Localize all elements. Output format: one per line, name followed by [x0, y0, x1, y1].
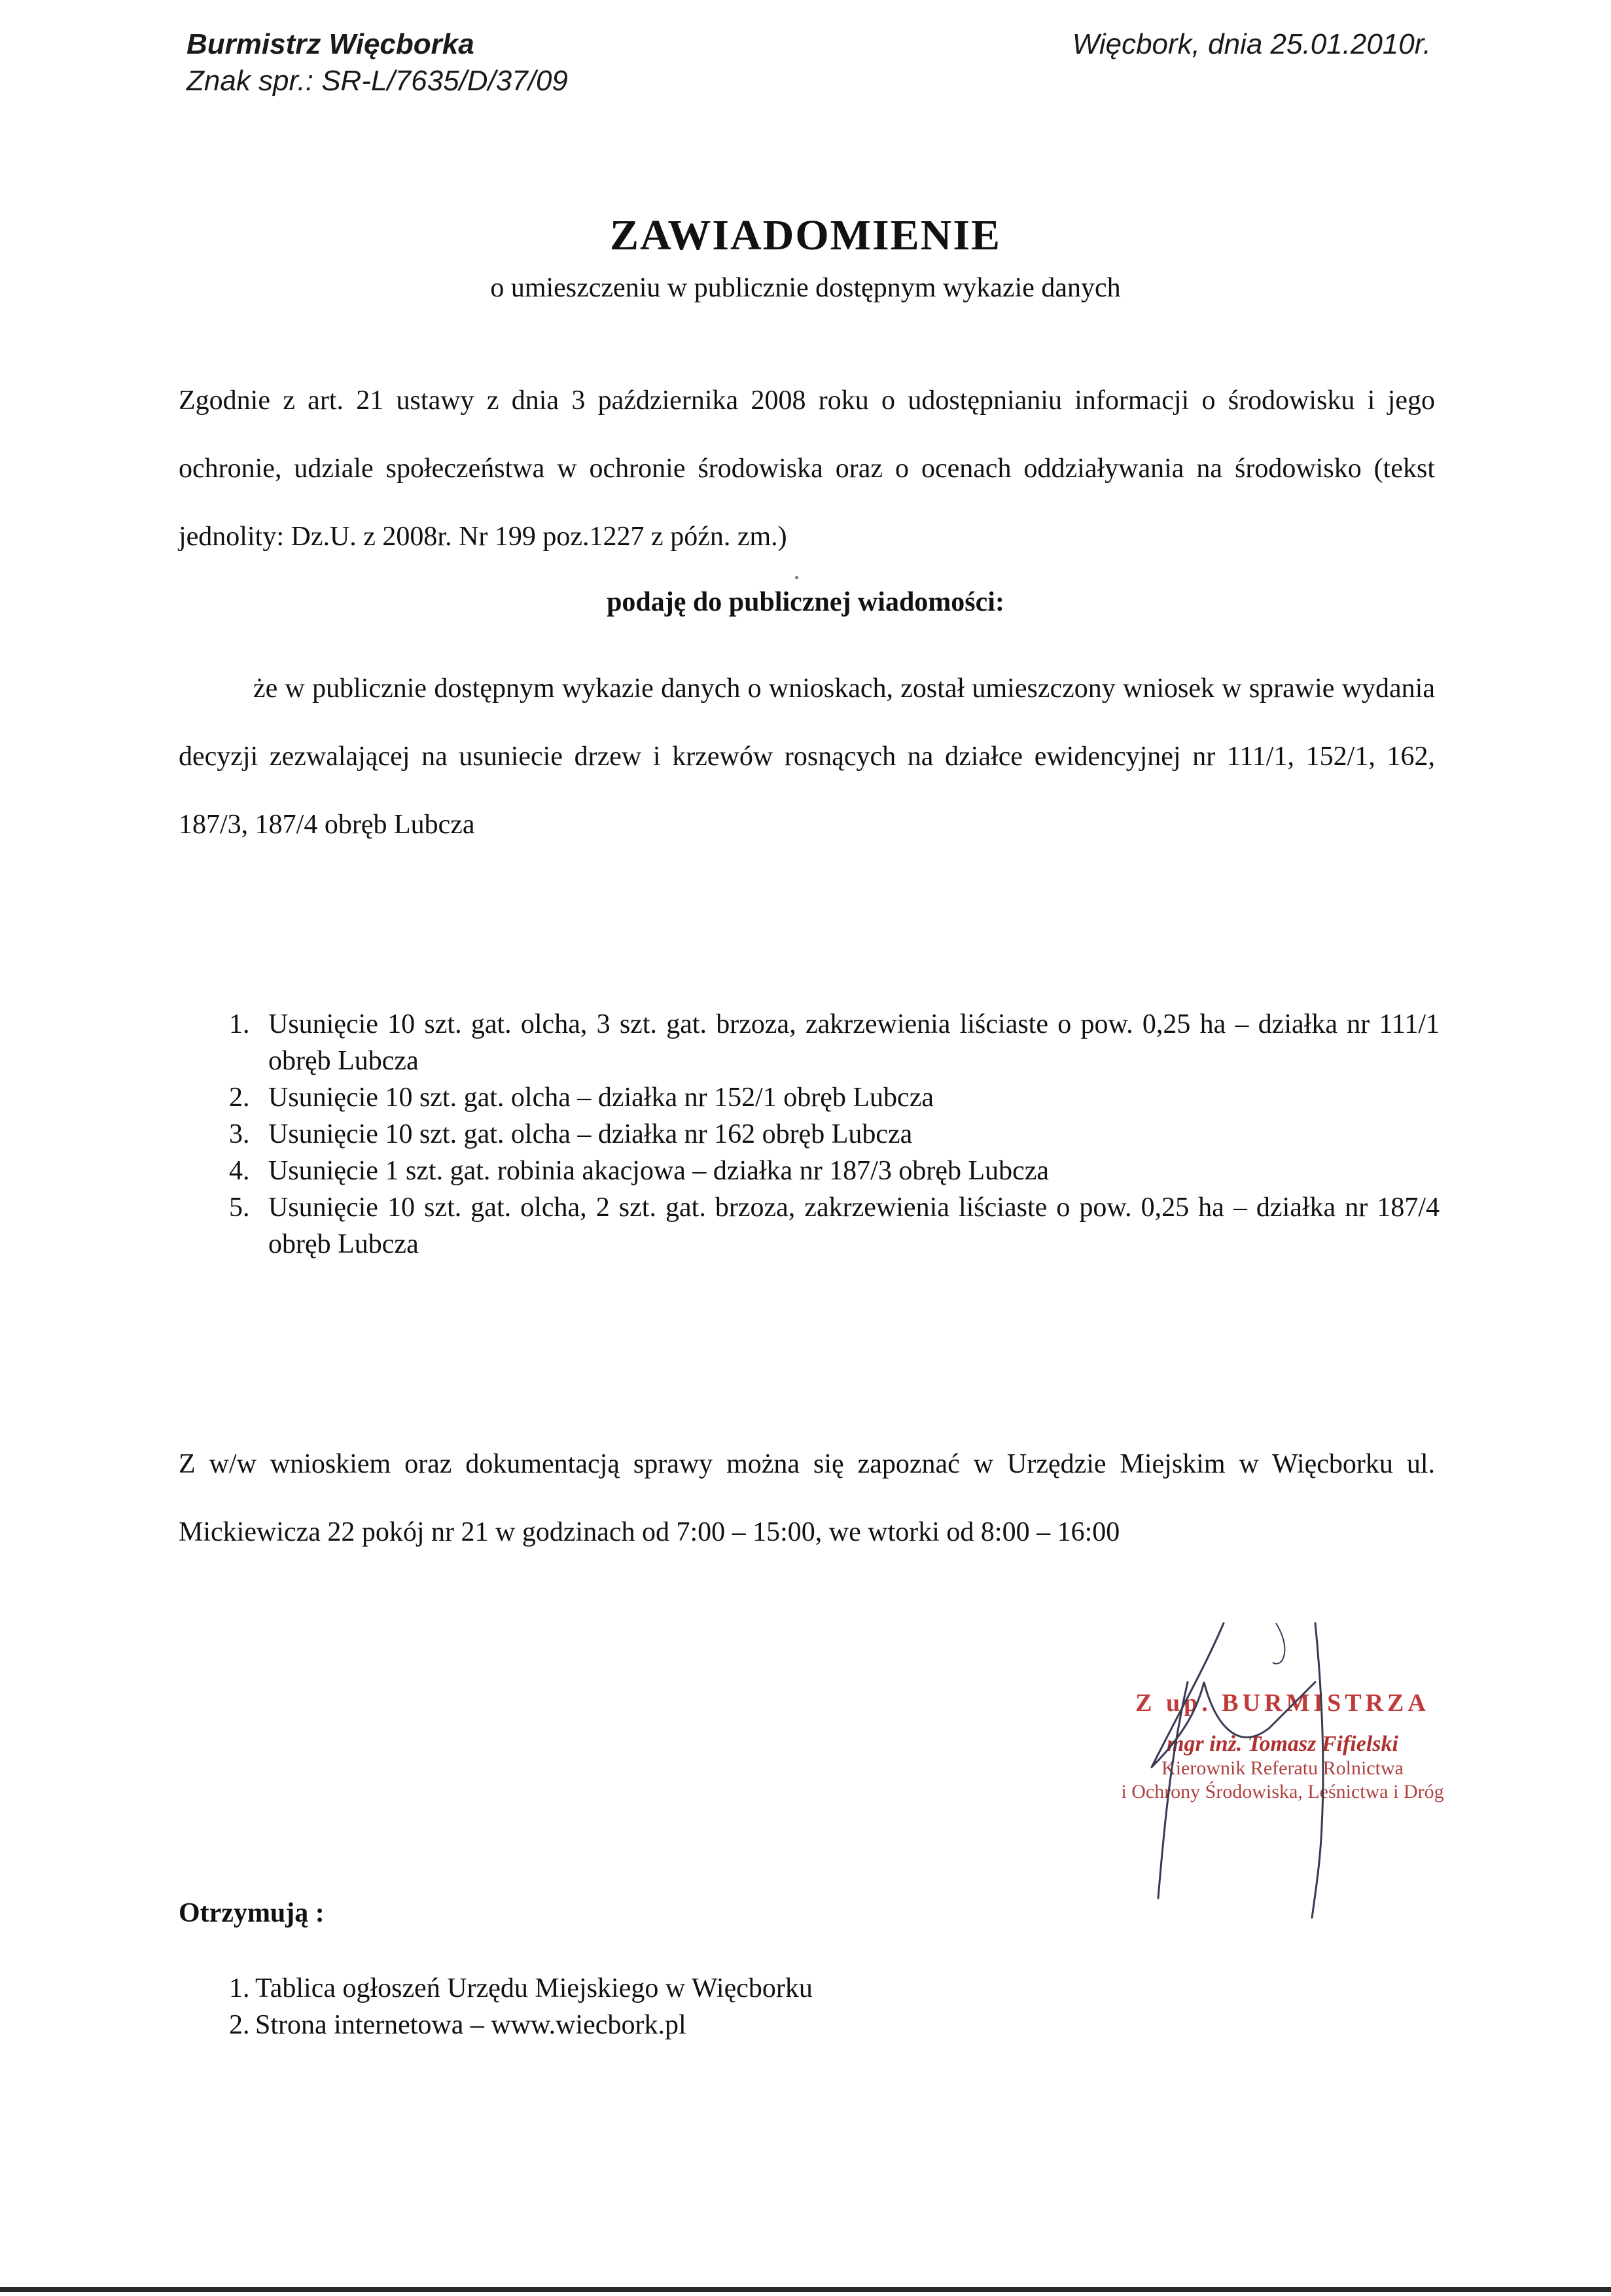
document-header-issuer — [186, 26, 568, 99]
list-item-text: Usunięcie 10 szt. gat. olcha, 2 szt. gat. brzoza, zakrzewienia liściaste o pow. 0,25 ha – działka nr 187/4 obręb Lubcza — [268, 1193, 1440, 1259]
list-item-text: Strona internetowa – www.wiecbork.pl — [255, 2010, 686, 2040]
list-item — [229, 1079, 1440, 1116]
list-item-text: Usunięcie 10 szt. gat. olcha – działka nr 162 obręb Lubcza — [268, 1119, 913, 1149]
signature-stroke — [1152, 1623, 1323, 1918]
list-item-number: 3. — [229, 1119, 250, 1149]
notice-paragraph: że w publicznie dostępnym wykazie danych o wnioskach, został umieszczony wniosek w sprawie wydania decyzji zezwalającej na usuniecie drzew i krzewów rosnących na działce ewidencyjnej nr 111/1, 152/1, 162, 187/3, 187/4 obręb Lubcza — [179, 673, 1435, 840]
list-item-number: 1. — [229, 1973, 250, 2003]
receivers-heading: Otrzymują : — [179, 1898, 325, 1928]
list-item-text: Tablica ogłoszeń Urzędu Miejskiego w Więcborku — [255, 1973, 813, 2003]
office-hours-paragraph: Z w/w wnioskiem oraz dokumentacją sprawy można się zapoznać w Urzędzie Miejskim w Więcborku ul. Mickiewicza 22 pokój nr 21 w godzinach od 7:00 – 15:00, we wtorki od 8:00 – 16:00 — [179, 1449, 1435, 1547]
list-item-number: 1. — [229, 1009, 250, 1039]
list-item — [229, 1116, 1440, 1153]
handwritten-signature — [1073, 1610, 1479, 1924]
stamp-title: Z up. BURMISTRZA — [1135, 1689, 1430, 1717]
list-item-text: Usunięcie 10 szt. gat. olcha – działka nr 152/1 obręb Lubcza — [268, 1083, 934, 1113]
removal-items-list — [229, 1006, 1440, 1263]
stamp-role-line-1: Kierownik Referatu Rolnictwa — [1161, 1757, 1404, 1779]
announcement-heading: podaję do publicznej wiadomości: — [607, 587, 1004, 617]
list-item-text: Usunięcie 10 szt. gat. olcha, 3 szt. gat. brzoza, zakrzewienia liściaste o pow. 0,25 ha – działka nr 111/1 obręb Lubcza — [268, 1009, 1440, 1076]
stamp-name: mgr inż. Tomasz Fifielski — [1167, 1732, 1398, 1756]
scan-bottom-edge — [0, 2287, 1611, 2292]
list-item-number: 4. — [229, 1156, 250, 1186]
list-item — [229, 1970, 813, 2007]
scan-speck — [795, 576, 798, 579]
list-item-number: 5. — [229, 1193, 250, 1223]
place-and-date: Więcbork, dnia 25.01.2010r. — [1072, 28, 1431, 60]
receivers-list — [229, 1970, 813, 2043]
stamp-role-line-2: i Ochrony Środowiska, Leśnictwa i Dróg — [1121, 1781, 1444, 1803]
document-title: ZAWIADOMIENIE — [609, 211, 1002, 259]
document-subtitle: o umieszczeniu w publicznie dostępnym wykazie danych — [490, 273, 1121, 303]
signature-flourish — [1273, 1623, 1284, 1664]
list-item — [229, 1153, 1440, 1189]
list-item — [229, 1189, 1440, 1263]
list-item-text: Usunięcie 1 szt. gat. robinia akacjowa – działka nr 187/3 obręb Lubcza — [268, 1156, 1050, 1186]
list-item-number: 2. — [229, 1083, 250, 1113]
list-item-number: 2. — [229, 2010, 250, 2040]
list-item — [229, 1006, 1440, 1079]
issuer-name: Burmistrz Więcborka — [186, 28, 474, 60]
list-item — [229, 2007, 813, 2043]
case-reference: Znak spr.: SR-L/7635/D/37/09 — [186, 65, 568, 97]
legal-basis-paragraph: Zgodnie z art. 21 ustawy z dnia 3 października 2008 roku o udostępnianiu informacji o środowisku i jego ochronie, udziale społeczeństwa w ochronie środowiska oraz o ocenach oddziaływania na środowisko (tekst jednolity: Dz.U. z 2008r. Nr 199 poz.1227 z późn. zm.) — [179, 386, 1435, 552]
